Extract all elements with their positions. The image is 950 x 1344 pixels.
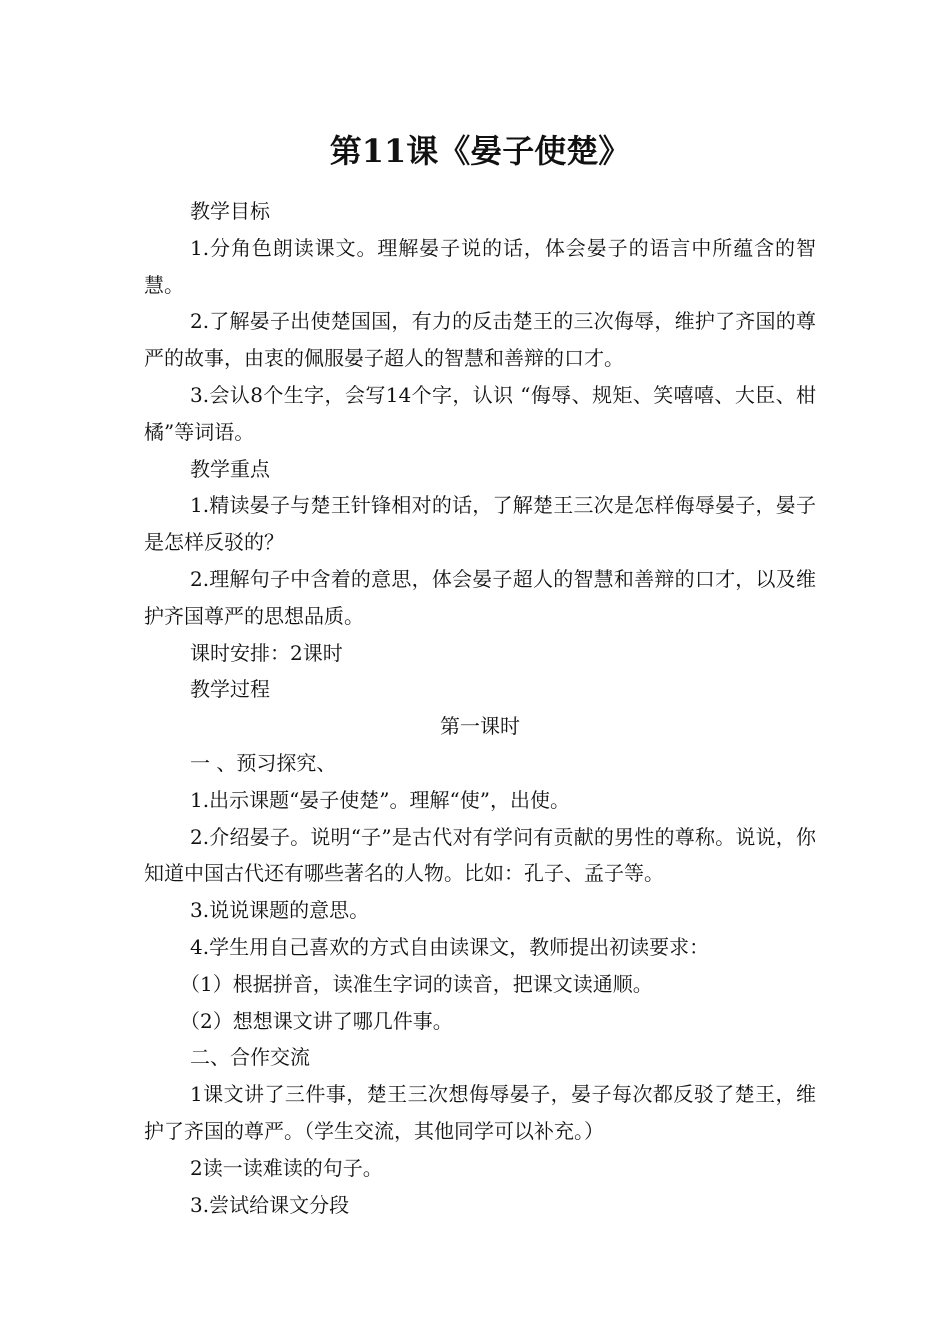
section-2-item-2: 2读一读难读的句子。 <box>190 1155 383 1180</box>
process-heading: 教学过程 <box>190 677 270 702</box>
section-2-heading: 二、合作交流 <box>190 1045 310 1070</box>
schedule: 课时安排：2课时 <box>190 640 343 665</box>
key-point-1: 1.精读晏子与楚王针锋相对的话，了解楚王三次是怎样侮辱晏子，晏子是怎样反驳的？ <box>144 493 816 555</box>
section-1-heading: 一 、预习探究、 <box>190 750 337 775</box>
key-heading: 教学重点 <box>190 456 270 481</box>
lesson-1-heading: 第一课时 <box>440 714 520 739</box>
section-2-item-1: 1课文讲了三件事，楚王三次想侮辱晏子，晏子每次都反驳了楚王，维护了齐国的尊严。（学生交流，其他同学可以补充。） <box>144 1082 816 1143</box>
goals-heading: 教学目标 <box>190 199 270 223</box>
section-1-item-1: 1.出示课题“晏子使楚”。理解“使”，出使。 <box>190 787 570 812</box>
goal-1: 1.分角色朗读课文。理解晏子说的话，体会晏子的语言中所蕴含的智慧。 <box>144 235 816 297</box>
section-1-item-3: 3.说说课题的意思。 <box>190 898 370 923</box>
section-2-item-3: 3.尝试给课文分段 <box>190 1192 350 1217</box>
page-title: 第11课《晏子使楚》 <box>329 132 631 170</box>
goal-3: 3.会认8个生字，会写14个字，认识 “侮辱、规矩、笑嘻嘻、大臣、柑橘”等词语。 <box>144 382 816 444</box>
document-body <box>144 193 816 1223</box>
section-1-item-2: 2.介绍晏子。说明“子”是古代对有学问有贡献的男性的尊称。说说，你知道中国古代还有哪些著名的人物。比如：孔子、孟子等。 <box>144 824 816 886</box>
key-point-2: 2.理解句子中含着的意思，体会晏子超人的智慧和善辩的口才，以及维护齐国尊严的思想品质。 <box>144 566 816 628</box>
section-1-requirement-1: （1）根据拼音，读准生字词的读音，把课文读通顺。 <box>180 971 653 996</box>
section-1-requirement-2: （2）想想课文讲了哪几件事。 <box>180 1008 453 1033</box>
goal-2: 2.了解晏子出使楚国国，有力的反击楚王的三次侮辱，维护了齐国的尊严的故事，由衷的佩服晏子超人的智慧和善辩的口才。 <box>144 309 816 371</box>
section-1-item-4: 4.学生用自己喜欢的方式自由读课文，教师提出初读要求： <box>190 934 710 959</box>
